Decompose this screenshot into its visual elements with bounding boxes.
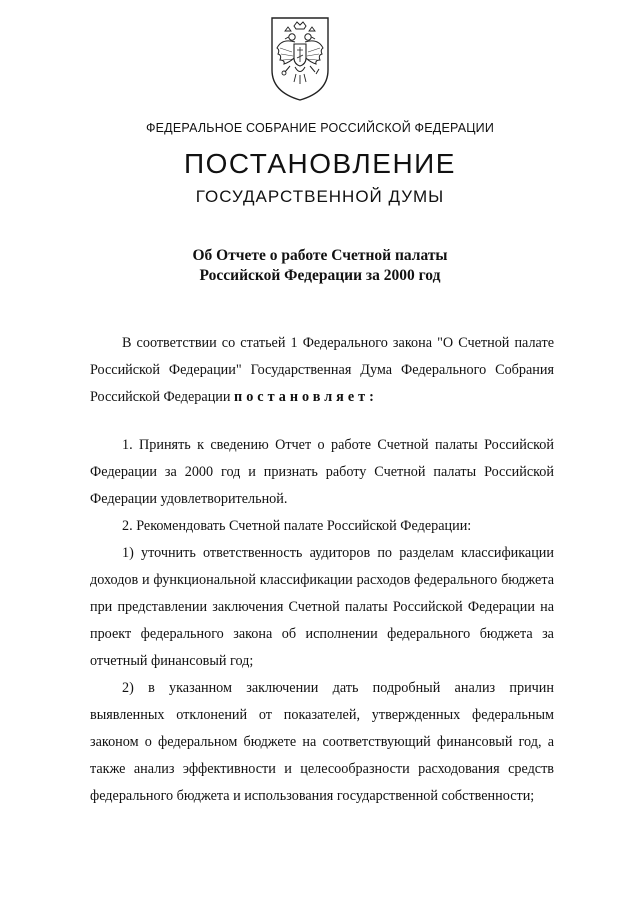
- coat-of-arms-icon: [268, 12, 332, 104]
- subject-line-2: Российской Федерации за 2000 год: [199, 267, 441, 284]
- document-subject: [0, 246, 640, 286]
- item-2-1: 1) уточнить ответственность аудиторов по разделам классификации доходов и функциональной классификации расходов федерального бюджета при представлении заключения Счетной палаты Российской Федерации на проект федерального закона об исполнении федерального бюджета за отчетный финансовый год;: [90, 545, 554, 669]
- item-1: 1. Принять к сведению Отчет о работе Счетной палаты Российской Федерации за 2000 год и признать работу Счетной палаты Российской Федерации удовлетворительной.: [90, 437, 554, 507]
- resolution-items: [90, 432, 554, 810]
- document-title: ПОСТАНОВЛЕНИЕ: [184, 148, 456, 179]
- item-2: 2. Рекомендовать Счетной палате Российской Федерации:: [122, 518, 472, 534]
- document-subtitle: ГОСУДАРСТВЕННОЙ ДУМЫ: [195, 187, 445, 206]
- subject-line-1: Об Отчете о работе Счетной палаты: [192, 247, 448, 264]
- preamble-verb: постановляет:: [234, 389, 378, 405]
- item-2-2: 2) в указанном заключении дать подробный анализ причин выявленных отклонений от показателей, утвержденных федеральным законом о федеральном бюджете на соответствующий финансовый год, а также анализ эффективности и целесообразности расходования средств федерального бюджета и использования государственной собственности;: [90, 680, 554, 804]
- preamble: [90, 330, 554, 411]
- preamble-text: В соответствии со статьей 1 Федерального закона "О Счетной палате Российской Федерации" Государственная Дума Федерального Собрания Российской Федерации: [90, 335, 554, 405]
- assembly-heading: ФЕДЕРАЛЬНОЕ СОБРАНИЕ РОССИЙСКОЙ ФЕДЕРАЦИИ: [145, 121, 495, 135]
